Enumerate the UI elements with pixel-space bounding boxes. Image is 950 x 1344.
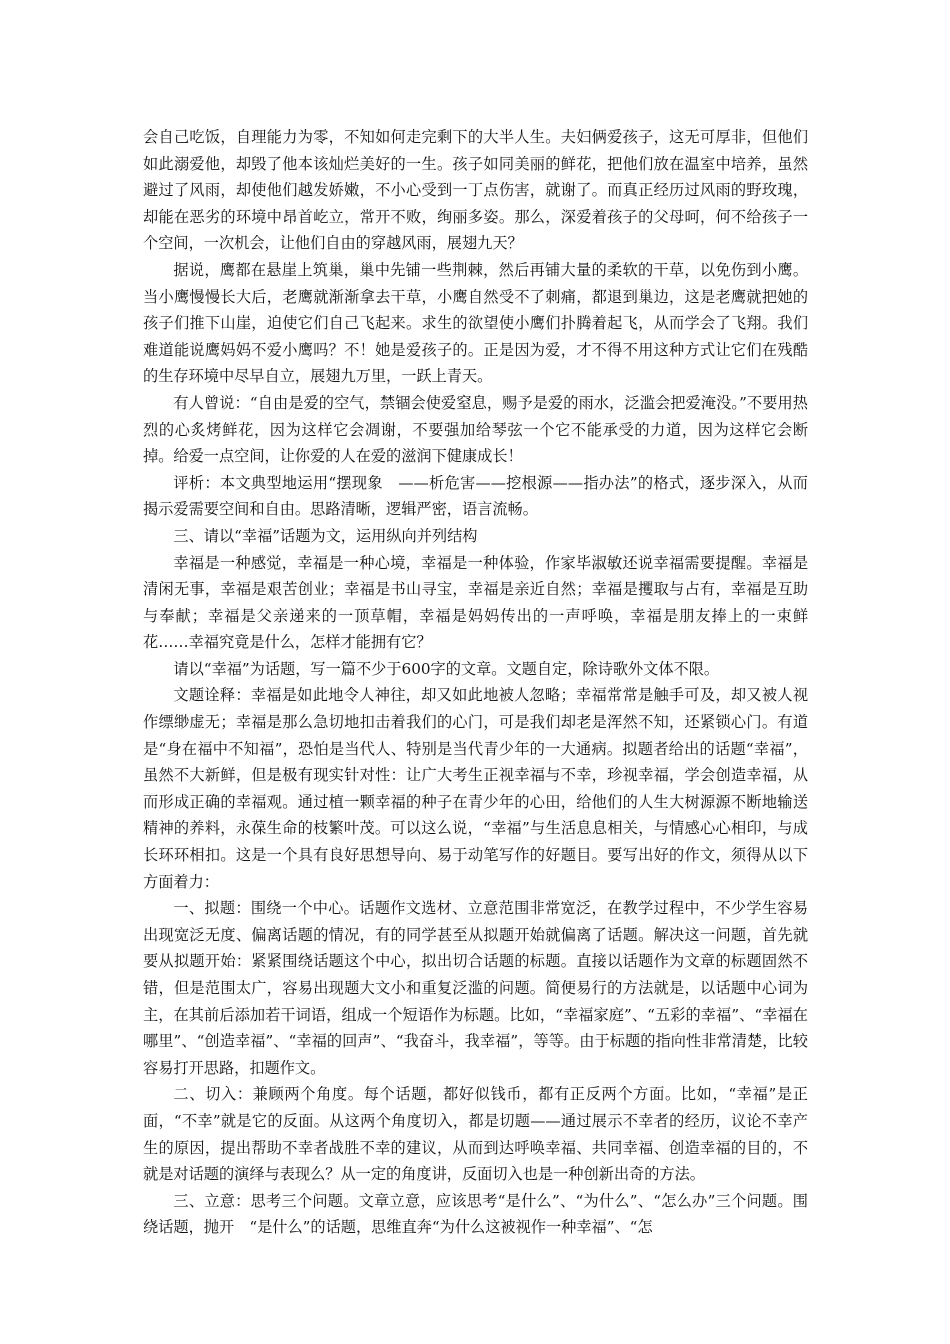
paragraph: 有人曾说：“自由是爱的空气，禁锢会使爱窒息，赐予是爱的雨水，泛滥会把爱淹没。”不要用热烈的心炙烤鲜花，因为这样它会凋谢，不要强加给琴弦一个它不能承受的力道，因为这样它会断掉。给爱一点空间，让你爱的人在爱的滋润下健康成长！: [143, 393, 808, 466]
document-page: [143, 124, 808, 1241]
paragraph: 三、立意：思考三个问题。文章立意，应该思考“是什么”、“为什么”、“怎么办”三个问题。围绕话题，抛开 “是什么”的话题，思维直奔“为什么这被视作一种幸福”、“怎: [143, 1191, 808, 1237]
paragraph: 二、切入：兼顾两个角度。每个话题，都好似钱币，都有正反两个方面。比如，“幸福”是正面，“不幸”就是它的反面。从这两个角度切入，都是切题——通过展示不幸者的经历，议论不幸产生的原因，提出帮助不幸者战胜不幸的建议，从而到达呼唤幸福、共同幸福、创造幸福的目的，不就是对话题的演绎与表现么？从一定的角度讲，反面切入也是一种创新出奇的方法。: [143, 1085, 808, 1184]
paragraph: 请以“幸福”为话题，写一篇不少于600字的文章。文题自定，除诗歌外文体不限。: [173, 659, 720, 678]
paragraph: 一、拟题：围绕一个中心。话题作文选材、立意范围非常宽泛，在教学过程中，不少学生容易出现宽泛无度、偏离话题的情况，有的同学甚至从拟题开始就偏离了话题。解决这一问题，首先就要从拟题开始：紧紧围绕话题这个中心，拟出切合话题的标题。直接以话题作为文章的标题固然不错，但是范围太广，容易出现题大文小和重复泛滥的问题。简便易行的方法就是，以话题中心词为主，在其前后添加若干词语，组成一个短语作为标题。比如，“幸福家庭”、“五彩的幸福”、“幸福在哪里”、“创造幸福”、“幸福的回声”、“我奋斗，我幸福”，等等。由于标题的指向性非常清楚，比较容易打开思路，扣题作文。: [143, 899, 808, 1077]
paragraph: 据说，鹰都在悬崖上筑巢，巢中先铺一些荆棘，然后再铺大量的柔软的干草，以免伤到小鹰。当小鹰慢慢长大后，老鹰就渐渐拿去干草，小鹰自然受不了刺痛，都退到巢边，这是老鹰就把她的孩子们推下山崖，迫使它们自己飞起来。求生的欲望使小鹰们扑腾着起飞，从而学会了飞翔。我们难道能说鹰妈妈不爱小鹰吗？不！她是爱孩子的。正是因为爱，才不得不用这种方式让它们在残酷的生存环境中尽早自立，展翅九万里，一跃上青天。: [143, 260, 808, 386]
paragraph: 文题诠释：幸福是如此地令人神往，却又如此地被人忽略；幸福常常是触手可及，却又被人视作缥缈虚无；幸福是那么急切地扣击着我们的心门，可是我们却老是浑然不知，还紧锁心门。有道是“身在福中不知福”，恐怕是当代人、特别是当代青少年的一大通病。拟题者给出的话题“幸福”，虽然不大新鲜，但是极有现实针对性：让广大考生正视幸福与不幸，珍视幸福，学会创造幸福，从而形成正确的幸福观。通过植一颗幸福的种子在青少年的心田，给他们的人生大树源源不断地输送精神的养料，永葆生命的枝繁叶茂。可以这么说，“幸福”与生活息息相关，与情感心心相印，与成长环环相扣。这是一个具有良好思想导向、易于动笔写作的好题目。要写出好的作文，须得从以下方面着力：: [143, 686, 808, 891]
paragraph: 会自己吃饭，自理能力为零，不知如何走完剩下的大半人生。夫妇俩爱孩子，这无可厚非，但他们如此溺爱他，却毁了他本该灿烂美好的一生。孩子如同美丽的鲜花，把他们放在温室中培养，虽然避过了风雨，却使他们越发娇嫩，不小心受到一丁点伤害，就谢了。而真正经历过风雨的野玫瑰，却能在恶劣的环境中昂首屹立，常开不败，绚丽多姿。那么，深爱着孩子的父母呵，何不给孩子一个空间，一次机会，让他们自由的穿越风雨，展翅九天？: [143, 128, 808, 253]
paragraph: 幸福是一种感觉，幸福是一种心境，幸福是一种体验，作家毕淑敏还说幸福需要提醒。幸福是清闲无事，幸福是艰苦创业；幸福是书山寻宝，幸福是亲近自然；幸福是攫取与占有，幸福是互助与奉献；幸福是父亲递来的一顶草帽，幸福是妈妈传出的一声呼唤，幸福是朋友捧上的一束鲜花……幸福究竟是什么，怎样才能拥有它？: [143, 553, 808, 652]
paragraph: 评析：本文典型地运用“摆现象 ——析危害——挖根源——指办法”的格式，逐步深入，从而揭示爱需要空间和自由。思路清晰，逻辑严密，语言流畅。: [143, 473, 808, 519]
section-heading: 三、请以“幸福”话题为文，运用纵向并列结构: [173, 526, 478, 545]
